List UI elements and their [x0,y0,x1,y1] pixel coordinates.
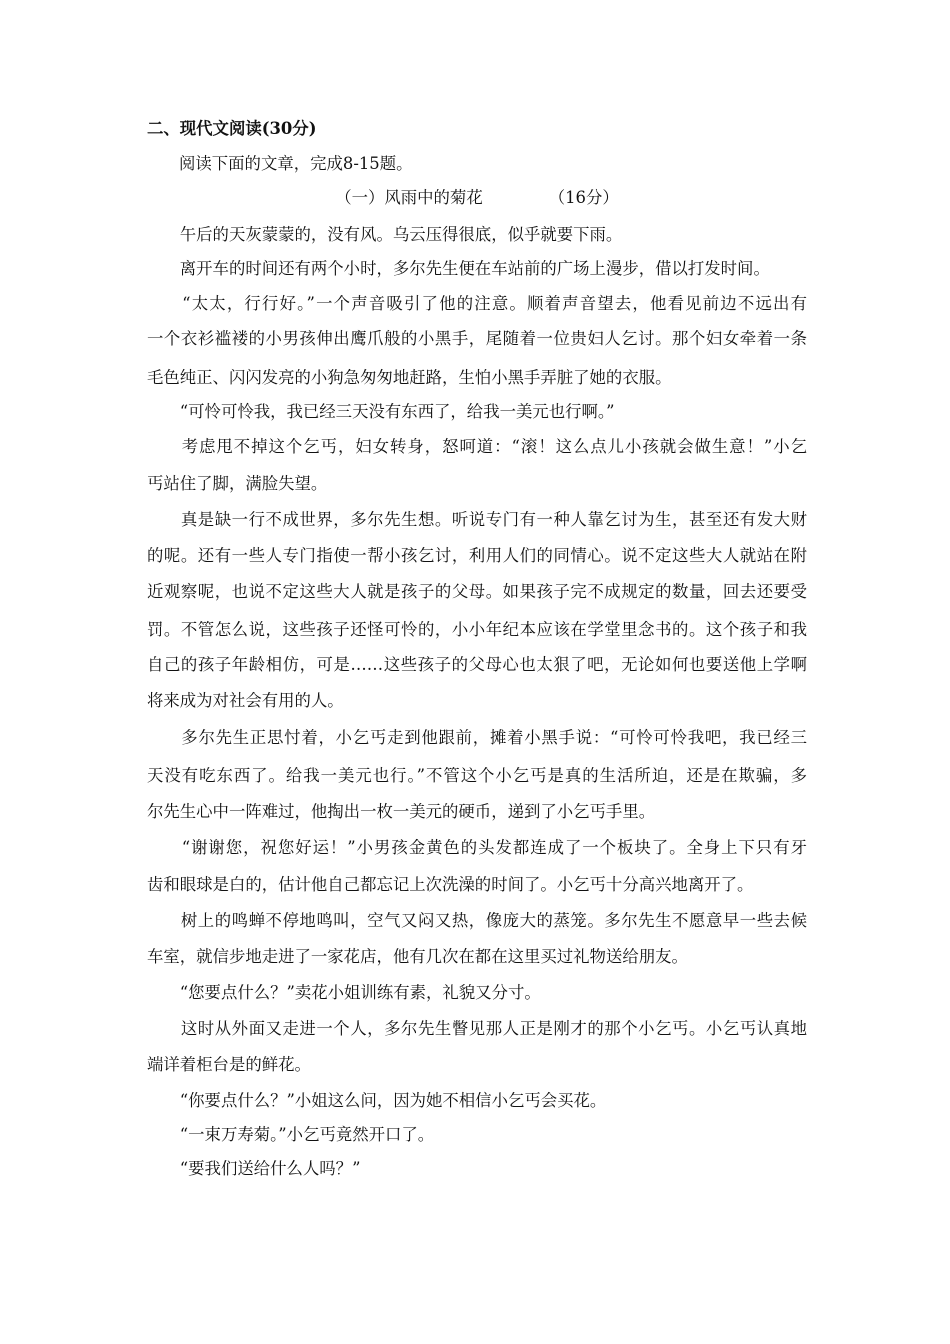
paragraph-line: 天没有吃东西了。给我一美元也行。”不管这个小乞丐是真的生活所迫，还是在欺骗，多 [147,766,807,785]
paragraph-line: 多尔先生正思忖着，小乞丐走到他跟前，摊着小黑手说：“可怜可怜我吧，我已经三 [147,728,807,747]
paragraph-line: 丐站住了脚，满脸失望。 [147,474,328,493]
paragraph-line: 一个衣衫褴褛的小男孩伸出鹰爪般的小黑手，尾随着一位贵妇人乞讨。那个妇女牵着一条 [147,329,807,348]
paragraph-line: “太太，行行好。”一个声音吸引了他的注意。顺着声音望去，他看见前边不远出有 [147,294,807,313]
paragraph-line: 真是缺一行不成世界，多尔先生想。听说专门有一种人靠乞讨为生，甚至还有发大财 [147,510,807,529]
paragraph-line: 离开车的时间还有两个小时，多尔先生便在车站前的广场上漫步，借以打发时间。 [147,259,770,278]
paragraph-line: 自己的孩子年龄相仿，可是……这些孩子的父母心也太狠了吧，无论如何也要送他上学啊 [147,655,807,674]
paragraph-line: “你要点什么？”小姐这么问，因为她不相信小乞丐会买花。 [147,1091,607,1110]
paragraph-line: 这时从外面又走进一个人，多尔先生瞥见那人正是刚才的那个小乞丐。小乞丐认真地 [147,1019,807,1038]
paragraph-line: “谢谢您，祝您好运！”小男孩金黄色的头发都连成了一个板块了。全身上下只有牙 [147,838,807,857]
paragraph-line: “要我们送给什么人吗？” [147,1159,361,1178]
paragraph-line: 树上的鸣蝉不停地鸣叫，空气又闷又热，像庞大的蒸笼。多尔先生不愿意早一些去候 [147,911,807,930]
paragraph-line: 的呢。还有一些人专门指使一帮小孩乞讨，利用人们的同情心。说不定这些大人就站在附 [147,546,807,565]
article-heading [147,188,807,208]
article-title: （一）风雨中的菊花 [335,188,483,207]
paragraph-line: 将来成为对社会有用的人。 [147,691,344,710]
paragraph-line: 毛色纯正、闪闪发亮的小狗急匆匆地赶路，生怕小黑手弄脏了她的衣服。 [147,368,672,387]
section-title: 二、现代文阅读(30分) [147,119,317,138]
paragraph-line: 近观察呢，也说不定这些大人就是孩子的父母。如果孩子完不成规定的数量，回去还要受 [147,582,807,601]
paragraph-line: “您要点什么？”卖花小姐训练有素，礼貌又分寸。 [147,983,541,1002]
section-instruction: 阅读下面的文章，完成8-15题。 [179,154,413,173]
paragraph-line: 尔先生心中一阵难过，他掏出一枚一美元的硬币，递到了小乞丐手里。 [147,802,656,821]
paragraph-line: 午后的天灰蒙蒙的，没有风。乌云压得很底，似乎就要下雨。 [147,225,623,244]
paragraph-line: 罚。不管怎么说，这些孩子还怪可怜的，小小年纪本应该在学堂里念书的。这个孩子和我 [147,620,807,639]
paragraph-line: 车室，就信步地走进了一家花店，他有几次在都在这里买过礼物送给朋友。 [147,947,688,966]
paragraph-line: 端详着柜台是的鲜花。 [147,1055,311,1074]
paragraph-line: “一束万寿菊。”小乞丐竟然开口了。 [147,1125,435,1144]
paragraph-line: 齿和眼球是白的，估计他自己都忘记上次洗澡的时间了。小乞丐十分高兴地离开了。 [147,875,754,894]
paragraph-line: 考虑甩不掉这个乞丐，妇女转身，怒呵道：“滚！这么点儿小孩就会做生意！”小乞 [147,437,807,456]
article-score: （16分） [548,188,619,207]
paragraph-line: “可怜可怜我，我已经三天没有东西了，给我一美元也行啊。” [147,402,615,421]
